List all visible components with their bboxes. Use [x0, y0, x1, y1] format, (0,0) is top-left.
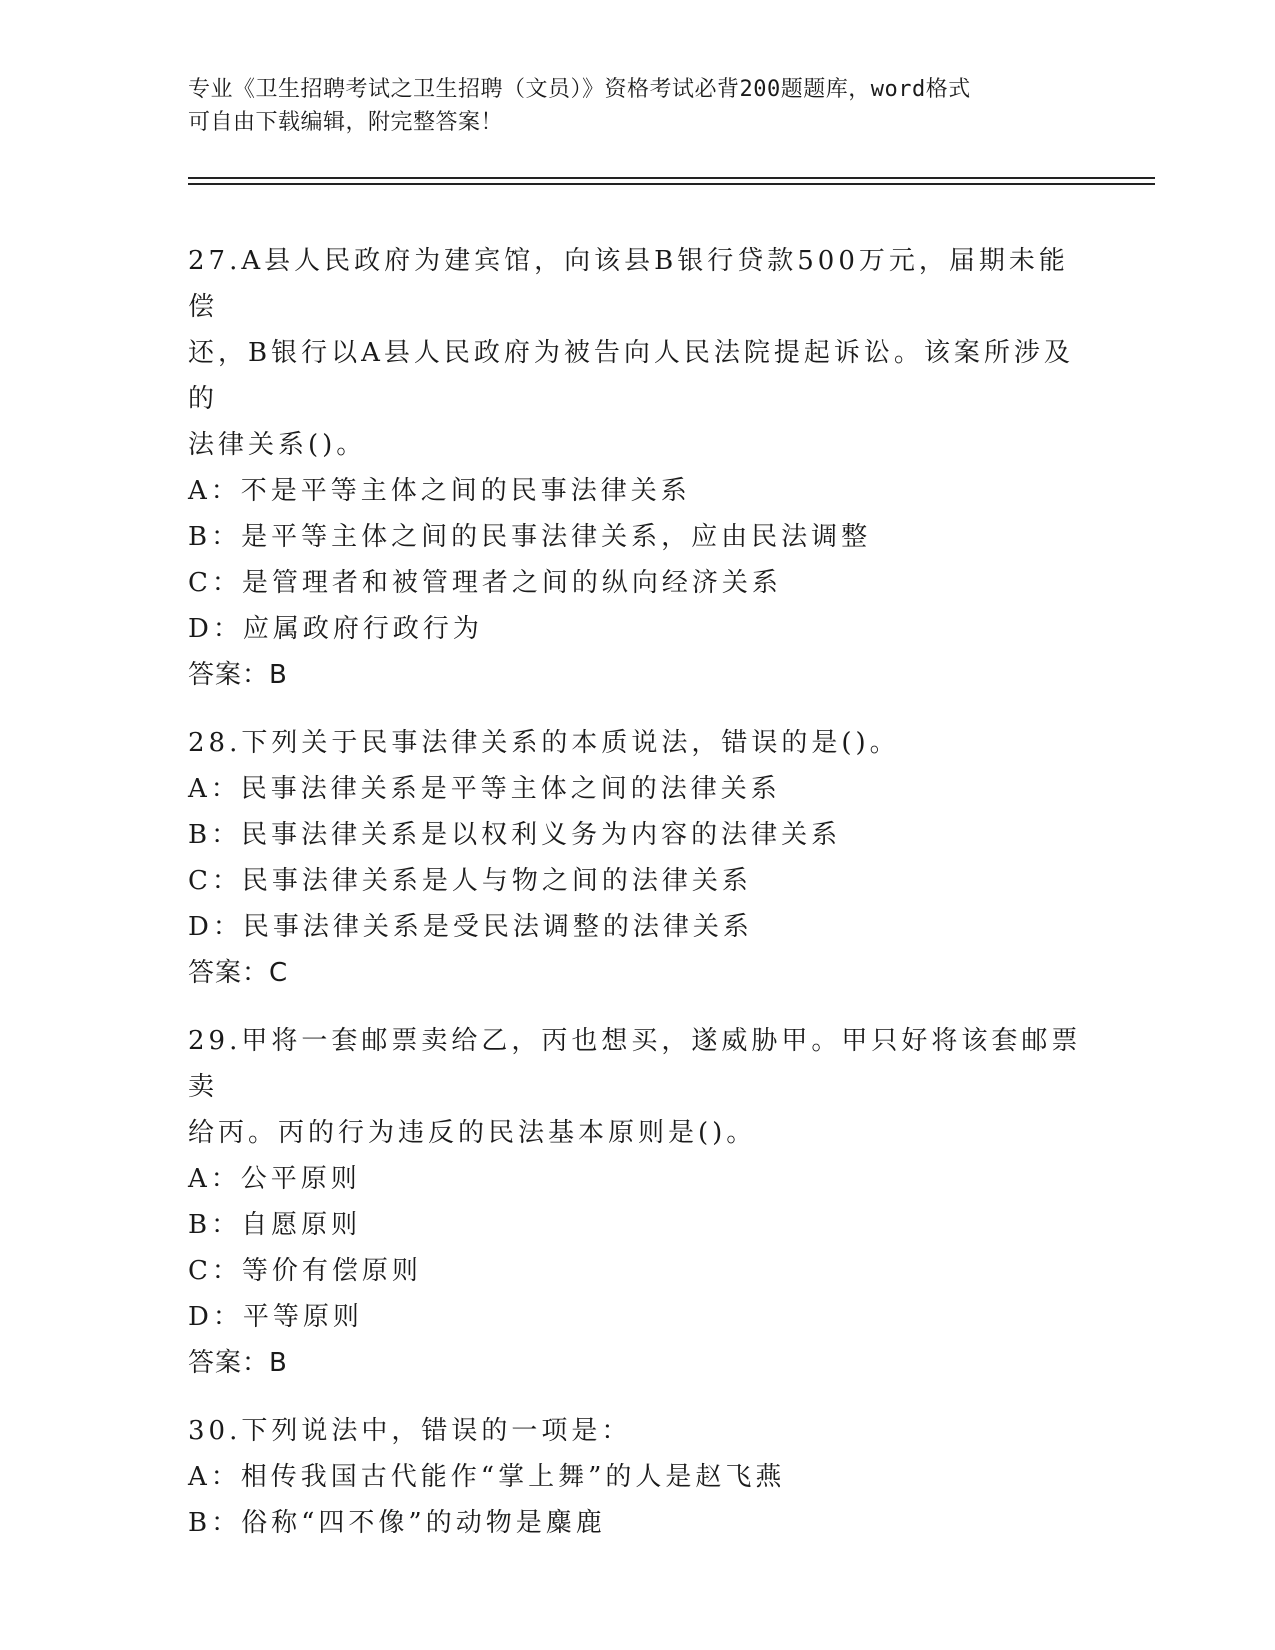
option-b: B：民事法律关系是以权利义务为内容的法律关系 [188, 820, 842, 850]
option-c: C：是管理者和被管理者之间的纵向经济关系 [188, 568, 782, 598]
document-header [188, 73, 1088, 139]
header-line-1: 专业《卫生招聘考试之卫生招聘（文员）》资格考试必背200题题库，word格式 [188, 77, 971, 102]
option-b: B：是平等主体之间的民事法律关系，应由民法调整 [188, 522, 872, 552]
question-stem-line: 30.下列说法中，错误的一项是： [188, 1416, 632, 1446]
option-a: A：不是平等主体之间的民事法律关系 [188, 476, 691, 506]
answer: 答案：B [188, 660, 288, 690]
option-a: A：相传我国古代能作“掌上舞”的人是赵飞燕 [188, 1462, 786, 1492]
question-stem-line: 给丙。丙的行为违反的民法基本原则是()。 [188, 1118, 757, 1148]
question-stem-line: 27.A县人民政府为建宾馆，向该县B银行贷款500万元，届期未能偿 [188, 246, 1069, 322]
option-d: D：平等原则 [188, 1302, 363, 1332]
answer: 答案：B [188, 1348, 288, 1378]
question-stem-line: 28.下列关于民事法律关系的本质说法，错误的是()。 [188, 728, 900, 758]
question-stem-line: 法律关系()。 [188, 430, 367, 460]
option-d: D：应属政府行政行为 [188, 614, 483, 644]
header-divider-top [188, 177, 1155, 179]
option-d: D：民事法律关系是受民法调整的法律关系 [188, 912, 753, 942]
question-27 [188, 238, 1088, 698]
header-divider-bottom [188, 183, 1155, 185]
option-a: A：公平原则 [188, 1164, 361, 1194]
question-28 [188, 720, 1088, 996]
option-a: A：民事法律关系是平等主体之间的法律关系 [188, 774, 781, 804]
question-list [188, 238, 1088, 1568]
header-line-2: 可自由下载编辑，附完整答案！ [188, 110, 504, 135]
option-b: B：俗称“四不像”的动物是麋鹿 [188, 1508, 606, 1538]
option-c: C：等价有偿原则 [188, 1256, 422, 1286]
answer: 答案：C [188, 958, 289, 988]
question-30 [188, 1408, 1088, 1546]
option-c: C：民事法律关系是人与物之间的法律关系 [188, 866, 752, 896]
question-stem-line: 还，B银行以A县人民政府为被告向人民法院提起诉讼。该案所涉及的 [188, 338, 1074, 414]
question-29 [188, 1018, 1088, 1386]
question-stem-line: 29.甲将一套邮票卖给乙，丙也想买，遂威胁甲。甲只好将该套邮票卖 [188, 1026, 1082, 1102]
option-b: B：自愿原则 [188, 1210, 362, 1240]
